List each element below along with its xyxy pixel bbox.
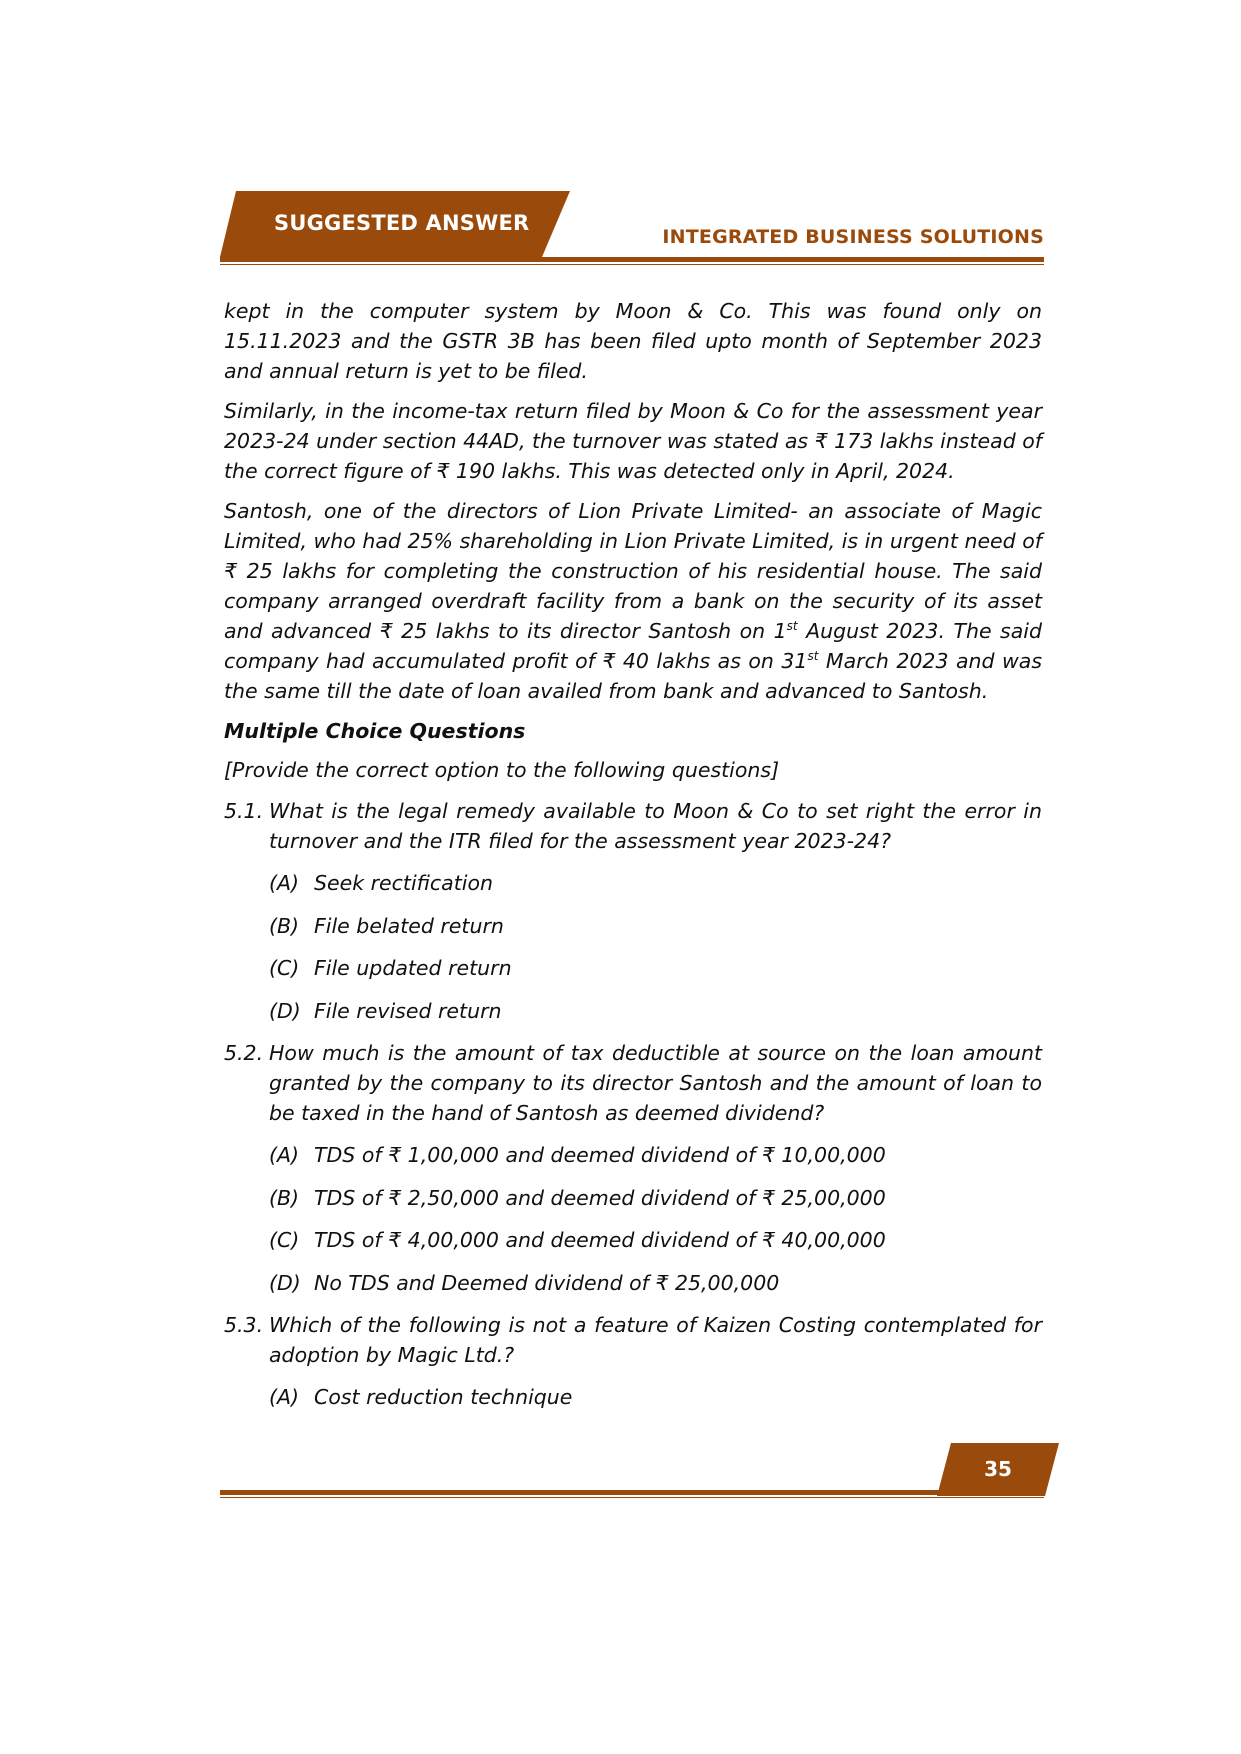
mcq-heading: Multiple Choice Questions — [224, 719, 526, 743]
paragraph-2: Similarly, in the income-tax return filed by Moon & Co for the assessment year 2023-24 under section 44AD, the turnover was stated as ₹ 173 lakhs instead of the correct figure of ₹ 190 lakhs. This was detected only in April, 2024. — [224, 399, 1042, 483]
page-content — [224, 296, 1042, 1425]
option-c — [269, 1225, 1042, 1255]
question-text: How much is the amount of tax deductible at source on the loan amount granted by the company to its director Santosh and the amount of loan to be taxed in the hand of Santosh as deemed dividend? — [269, 1041, 1042, 1125]
option-label: (D) — [269, 1270, 301, 1295]
option-b — [269, 911, 1042, 941]
option-a — [269, 1382, 1042, 1412]
question-number: 5.3. — [224, 1313, 264, 1337]
option-a — [269, 868, 1042, 898]
question-number: 5.2. — [224, 1041, 264, 1065]
superscript-st: st — [786, 619, 798, 634]
options-5-3 — [224, 1382, 1042, 1412]
options-5-1 — [224, 868, 1042, 1026]
option-text: TDS of ₹ 2,50,000 and deemed dividend of ₹ 25,00,000 — [314, 1185, 886, 1210]
question-5-3 — [224, 1310, 1042, 1370]
option-text: TDS of ₹ 1,00,000 and deemed dividend of ₹ 10,00,000 — [314, 1143, 886, 1167]
header-title: INTEGRATED BUSINESS SOLUTIONS — [662, 226, 1044, 248]
header-rule-thin — [220, 264, 1044, 265]
question-number: 5.1. — [224, 799, 264, 823]
option-d — [269, 1268, 1042, 1298]
header-rule — [220, 257, 1044, 262]
option-text: Seek rectification — [314, 871, 494, 895]
superscript-st: st — [807, 649, 819, 664]
question-5-1 — [224, 796, 1042, 856]
paragraph-3-part1: Santosh, one of the directors of Lion Private Limited- an associate of Magic Limited, who had 25% shareholding in Lion Private Limited, is in urgent need of ₹ 25 lakhs for completing the construction of his residential house. The said company arranged overdraft facility from a bank on the security of its asset and advanced ₹ 25 lakhs to its director Santosh on 1 — [224, 499, 1042, 643]
option-label: (A) — [269, 871, 300, 895]
options-5-2 — [224, 1140, 1042, 1298]
option-d — [269, 996, 1042, 1026]
option-label: (B) — [269, 913, 300, 938]
option-text: TDS of ₹ 4,00,000 and deemed dividend of ₹ 40,00,000 — [314, 1228, 886, 1252]
option-label: (B) — [269, 1185, 300, 1210]
option-label: (D) — [269, 998, 301, 1023]
header-tab-label: SUGGESTED ANSWER — [274, 211, 530, 235]
page-number: 35 — [984, 1457, 1012, 1481]
option-b — [269, 1183, 1042, 1213]
option-text: Cost reduction technique — [314, 1385, 573, 1409]
option-label: (A) — [269, 1385, 300, 1409]
question-5-2 — [224, 1038, 1042, 1128]
footer-rule — [220, 1490, 940, 1495]
paragraph-3-part2: August 2023. The said company had accumulated profit of ₹ 40 lakhs as on 31 — [224, 619, 1042, 673]
question-text: What is the legal remedy available to Moon & Co to set right the error in turnover and the ITR filed for the assessment year 2023-24? — [269, 799, 1042, 853]
option-label: (C) — [269, 1228, 300, 1252]
paragraph-3 — [224, 496, 1042, 706]
option-text: No TDS and Deemed dividend of ₹ 25,00,000 — [314, 1270, 780, 1295]
mcq-instruction: [Provide the correct option to the following questions] — [224, 758, 780, 782]
option-a — [269, 1140, 1042, 1170]
footer-rule-thin — [220, 1497, 1044, 1498]
paragraph-3-part3: March 2023 and was the same till the date of loan availed from bank and advanced to Santosh. — [224, 649, 1042, 703]
option-c — [269, 953, 1042, 983]
question-text: Which of the following is not a feature of Kaizen Costing contemplated for adoption by Magic Ltd.? — [269, 1313, 1042, 1367]
option-text: File revised return — [314, 998, 502, 1023]
option-label: (A) — [269, 1143, 300, 1167]
option-text: File belated return — [314, 913, 504, 938]
option-text: File updated return — [314, 956, 512, 980]
paragraph-1: kept in the computer system by Moon & Co. This was found only on 15.11.2023 and the GSTR 3B has been filed upto month of September 2023 and annual return is yet to be filed. — [224, 299, 1042, 383]
option-label: (C) — [269, 956, 300, 980]
